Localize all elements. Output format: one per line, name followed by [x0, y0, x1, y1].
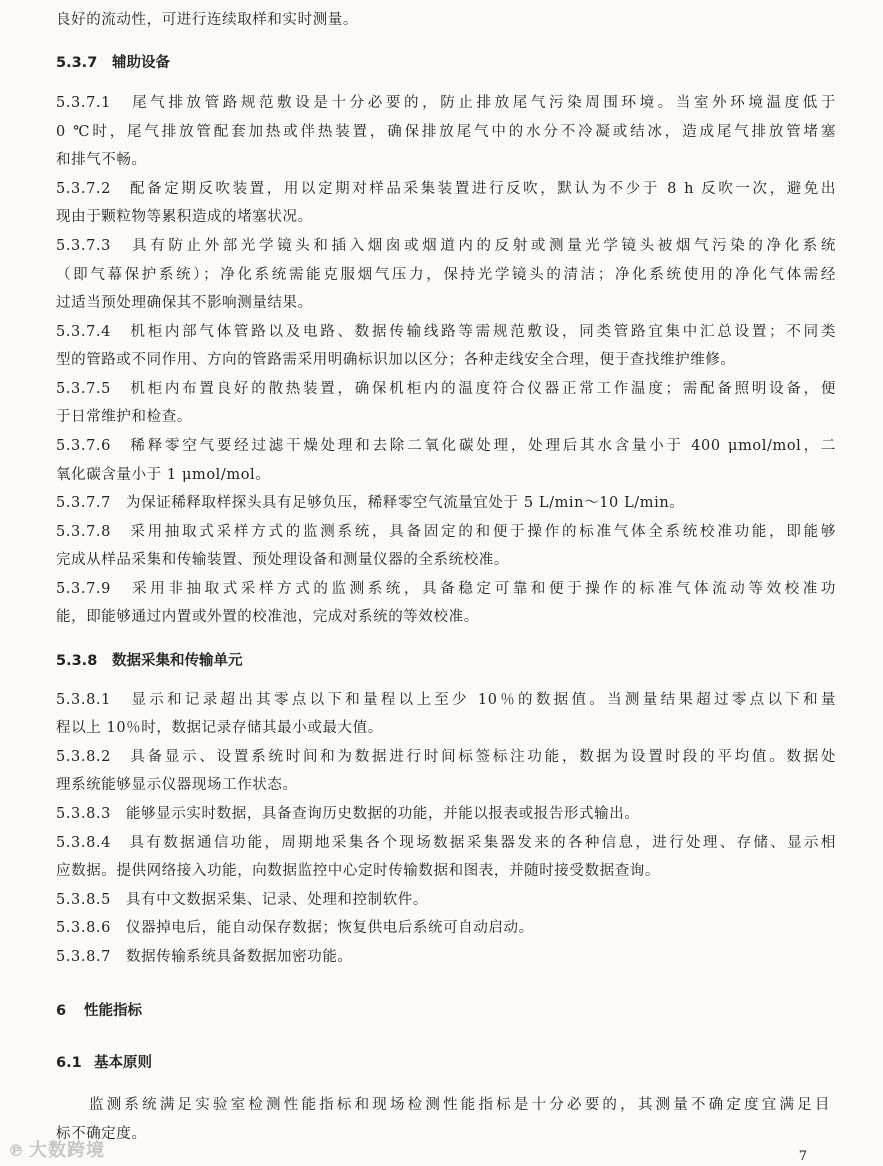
text-line: 程以上 10％时，数据记录存储其最小或最大值。 [56, 720, 383, 736]
watermark [8, 1136, 105, 1162]
watermark-text: 大数跨境 [29, 1140, 105, 1161]
text-line: 5.3.7.4 机柜内部气体管路以及电路、数据传输线路等需规范敷设，同类管路宜集中汇总设置；不同类 [56, 324, 836, 340]
text-line: 5.3.7.6 稀释零空气要经过滤干燥处理和去除二氧化碳处理，处理后其水含量小于 400 μmol/mol，二 [56, 438, 836, 454]
text-line: 5.3.7.8 采用抽取式采样方式的监测系统，具备固定的和便于操作的标准气体全系统校准功能，即能够 [56, 524, 836, 540]
text-line: 5.3.8.6 仪器掉电后，能自动保存数据；恢复供电后系统可自动启动。 [56, 920, 534, 936]
text-line: 理系统能够显示仪器现场工作状态。 [56, 777, 298, 793]
text-line: 5.3.7.7 为保证稀释取样探头具有足够负压，稀释零空气流量宜处于 5 L/min～10 L/min。 [56, 495, 685, 511]
text-line: 氧化碳含量小于 1 μmol/mol。 [56, 467, 271, 483]
heading-title: 性能指标 [84, 1003, 142, 1019]
heading-number: 6 [56, 1003, 67, 1019]
text-line: 5.3.8.4 具有数据通信功能，周期地采集各个现场数据采集器发来的各种信息，进行处理、存储、显示相 [56, 835, 836, 851]
text-line: 5.3.7.3 具有防止外部光学镜头和插入烟囱或烟道内的反射或测量光学镜头被烟气污染的净化系统 [56, 238, 836, 254]
heading-number: 5.3.8 [56, 653, 98, 669]
text-line: 5.3.7.1 尾气排放管路规范敷设是十分必要的，防止排放尾气污染周围环境。当室外环境温度低于 [56, 95, 836, 111]
text-line: 良好的流动性，可进行连续取样和实时测量。 [56, 12, 358, 28]
section-heading-6-1 [56, 1053, 152, 1073]
page-number: 7 [798, 1149, 807, 1164]
text-line: 型的管路或不同作用、方向的管路需采用明确标识加以区分；各种走线安全合理，便于查找维护维修。 [56, 352, 736, 368]
text-line: 5.3.8.2 具备显示、设置系统时间和为数据进行时间标签标注功能，数据为设置时段的平均值。数据处 [56, 749, 836, 765]
text-line: 0 ℃时，尾气排放管配套加热或伴热装置，确保排放尾气中的水分不冷凝或结冰，造成尾气排放管堵塞 [56, 124, 836, 140]
text-line: 5.3.7.9 采用非抽取式采样方式的监测系统，具备稳定可靠和便于操作的标准气体流动等效校准功 [56, 581, 836, 597]
text-line: 5.3.8.7 数据传输系统具备数据加密功能。 [56, 949, 353, 965]
text-line: 过适当预处理确保其不影响测量结果。 [56, 295, 313, 311]
text-line: 完成从样品采集和传输装置、预处理设备和测量仪器的全系统校准。 [56, 552, 509, 568]
chapter-heading-6 [56, 1001, 142, 1021]
text-line: 5.3.8.5 具有中文数据采集、记录、处理和控制软件。 [56, 892, 429, 908]
text-line: 监测系统满足实验室检测性能指标和现场检测性能指标是十分必要的，其测量不确定度宜满足目 [89, 1097, 830, 1113]
text-line: 应数据。提供网络接入功能，向数据监控中心定时传输数据和图表，并随时接受数据查询。 [56, 863, 660, 879]
watermark-logo-icon: ℗ [8, 1141, 25, 1160]
text-line: 标不确定度。 [56, 1126, 147, 1142]
heading-title: 辅助设备 [112, 55, 170, 71]
text-line: 和排气不畅。 [56, 152, 147, 168]
text-line: 5.3.8.1 显示和记录超出其零点以下和量程以上至少 10％的数据值。当测量结果超过零点以下和量 [56, 692, 836, 708]
text-line: 现由于颗粒物等累积造成的堵塞状况。 [56, 209, 313, 225]
section-heading-5-3-8 [56, 651, 243, 671]
text-line: （即气幕保护系统）；净化系统需能克服烟气压力，保持光学镜头的清洁；净化系统使用的净化气体需经 [56, 267, 836, 283]
heading-number: 6.1 [56, 1055, 82, 1071]
text-line: 5.3.7.2 配备定期反吹装置，用以定期对样品采集装置进行反吹，默认为不少于 8 h 反吹一次，避免出 [56, 181, 836, 197]
text-line: 能，即能够通过内置或外置的校准池，完成对系统的等效校准。 [56, 609, 479, 625]
text-line: 5.3.7.5 机柜内布置良好的散热装置，确保机柜内的温度符合仪器正常工作温度；需配备照明设备，便 [56, 381, 836, 397]
heading-title: 基本原则 [94, 1055, 152, 1071]
heading-title: 数据采集和传输单元 [112, 653, 243, 669]
heading-number: 5.3.7 [56, 55, 98, 71]
text-line: 于日常维护和检查。 [56, 409, 192, 425]
text-line: 5.3.8.3 能够显示实时数据，具备查询历史数据的功能，并能以报表或报告形式输出。 [56, 806, 640, 822]
section-heading-5-3-7 [56, 53, 170, 73]
